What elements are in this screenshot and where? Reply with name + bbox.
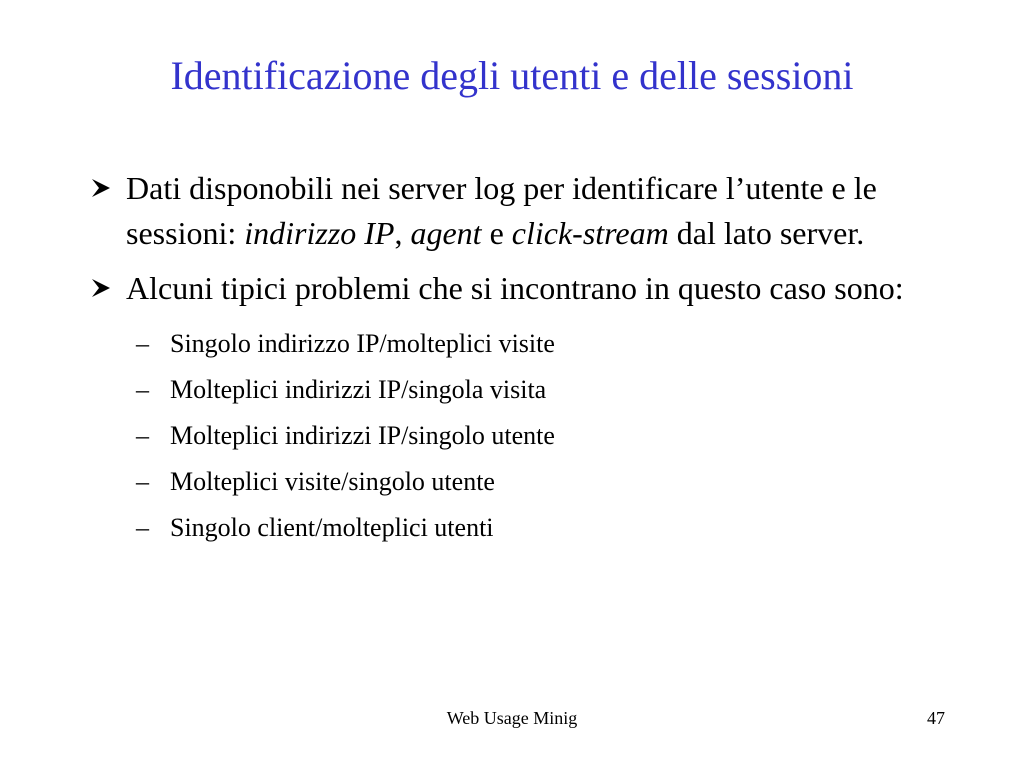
subbullet-list xyxy=(90,321,930,551)
subbullet-text: Singolo client/molteplici utenti xyxy=(170,513,494,542)
dash-marker: – xyxy=(136,513,149,542)
bullet-text-part: Alcuni tipici problemi che si incontrano in questo caso sono: xyxy=(126,270,904,306)
bullet-text xyxy=(126,270,904,306)
bullet-text xyxy=(126,170,877,251)
bullet-text-italic: click-stream xyxy=(511,215,669,251)
bullet-text-part: e xyxy=(481,215,512,251)
arrowhead-bullet-icon xyxy=(90,277,112,299)
dash-marker: – xyxy=(136,467,149,496)
subbullet-text: Molteplici visite/singolo utente xyxy=(170,467,495,496)
dash-marker: – xyxy=(136,329,149,358)
bullet-text-part: dal lato server. xyxy=(668,215,865,251)
subbullet-text: Molteplici indirizzi IP/singolo utente xyxy=(170,421,555,450)
bullet-text-part: Dati disponobili nei server log per identificare l’utente e le sessioni: xyxy=(126,170,877,251)
slide-footer: Web Usage Minig xyxy=(446,708,578,728)
bullet-text-italic: indirizzo IP xyxy=(244,215,395,251)
arrowhead-bullet-icon xyxy=(90,177,112,199)
dash-marker: – xyxy=(136,375,149,404)
subbullet-item xyxy=(90,413,930,459)
subbullet-item xyxy=(90,459,930,505)
bullet-item xyxy=(90,266,930,311)
subbullet-text: Singolo indirizzo IP/molteplici visite xyxy=(170,329,555,358)
slide-title: Identificazione degli utenti e delle sessioni xyxy=(170,53,854,98)
subbullet-item xyxy=(90,505,930,551)
page-number: 47 xyxy=(927,708,945,728)
slide-content xyxy=(90,166,930,551)
subbullet-text: Molteplici indirizzi IP/singola visita xyxy=(170,375,547,404)
subbullet-item xyxy=(90,321,930,367)
subbullet-item xyxy=(90,367,930,413)
bullet-item xyxy=(90,166,930,256)
dash-marker: – xyxy=(136,421,149,450)
bullet-text-part: , xyxy=(394,215,411,251)
bullet-text-italic: agent xyxy=(410,215,482,251)
